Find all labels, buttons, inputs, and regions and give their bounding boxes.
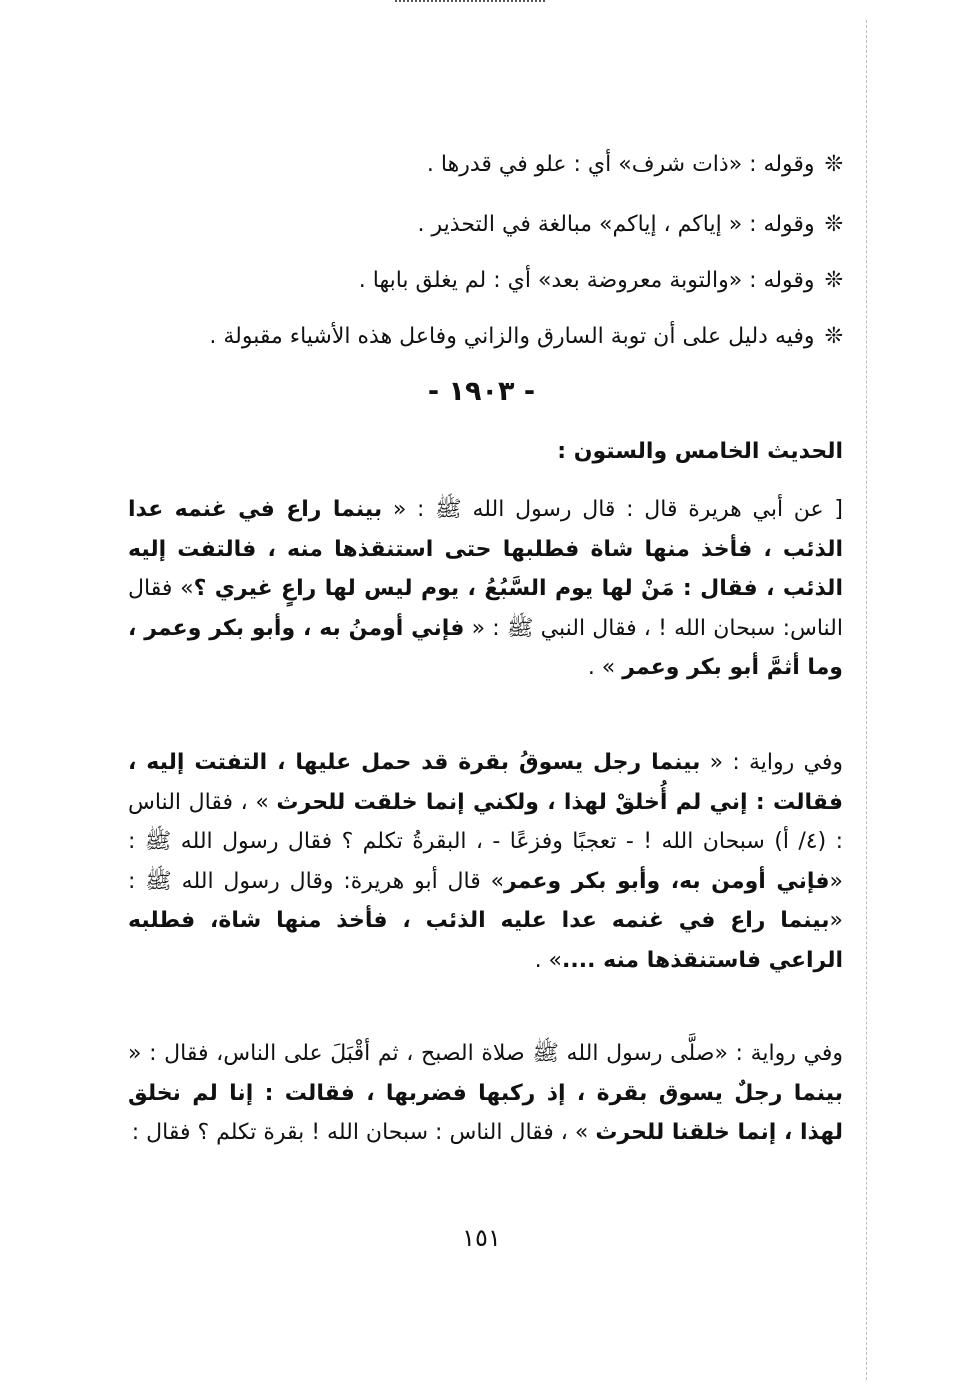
- bold-text-run: بينما راع في غنمه عدا عليه الذئب ، فأخذ منها شاة، فطلبه الراعي فاستنقذها منه ....: [128, 908, 843, 973]
- star-bullet-icon: ❊: [824, 268, 843, 293]
- narration-paragraph: [128, 1034, 843, 1153]
- text-run: » قال أبو هريرة: وقال رسول الله ﷺ : «: [128, 868, 843, 933]
- text-run: » .: [587, 655, 623, 680]
- text-run: » فقال الناس: سبحان الله ! ، فقال النبي ﷺ : «: [128, 576, 843, 641]
- bold-text-run: بينما راع في غنمه عدا الذئب ، فأخذ منها شاة فطلبها حتى استنقذها منه ، فالتفت إليه الذئب ، فقال : مَنْ لها يوم السَّبُعُ ، يوم ليس لها راعٍ غيري ؟: [128, 497, 843, 601]
- note-item: [427, 150, 843, 180]
- hadith-paragraph: [128, 490, 843, 688]
- star-bullet-icon: ❊: [824, 212, 843, 237]
- star-bullet-icon: ❊: [824, 324, 843, 349]
- bold-text-run: فإني أومن به، وأبو بكر وعمر: [504, 868, 830, 894]
- narration-paragraph: [128, 743, 843, 980]
- note-text: وقوله : «والتوبة معروضة بعد» أي : لم يغلق بابها .: [358, 268, 815, 293]
- text-run: وفي رواية : «: [700, 750, 843, 775]
- bold-text-run: بينما رجلٌ يسوق بقرة ، إذ ركبها فضربها ، فقالت : إنا لم نخلق لهذا ، إنما خلقنا للحرث: [128, 1080, 843, 1145]
- text-run: » ، فقال الناس : (٤/ أ) سبحان الله ! - تعجبًا وفزعًا - ، البقرةُ تكلم ؟ فقال رسول الله ﷺ : «: [128, 789, 843, 894]
- hadith-number: - ١٩٠٣ -: [427, 376, 536, 407]
- note-item: [418, 210, 843, 240]
- bold-text-run: فإني أومنُ به ، وأبو بكر وعمر ، وما أثمَّ أبو بكر وعمر: [128, 615, 843, 680]
- note-item: [359, 266, 843, 296]
- note-item: [209, 322, 843, 352]
- note-text: وقوله : «ذات شرف» أي : علو في قدرها .: [426, 152, 815, 177]
- hadith-heading: الحديث الخامس والستون :: [557, 439, 843, 464]
- text-run: [ عن أبي هريرة قال : قال رسول الله ﷺ : «: [382, 497, 843, 522]
- margin-rule: [866, 20, 867, 1380]
- text-run: » .: [534, 947, 563, 973]
- star-bullet-icon: ❊: [824, 152, 843, 177]
- note-text: وفيه دليل على أن توبة السارق والزاني وفاعل هذه الأشياء مقبولة .: [209, 324, 815, 349]
- text-run: » ، فقال الناس : سبحان الله ! بقرة تكلم ؟ فقال :: [131, 1120, 596, 1145]
- top-edge-marks: [395, 0, 545, 8]
- note-text: وقوله : « إياكم ، إياكم» مبالغة في التحذير .: [417, 212, 815, 237]
- text-run: وفي رواية : «صلَّى رسول الله ﷺ صلاة الصبح ، ثم أقْبَلَ على الناس، فقال : «: [128, 1041, 843, 1066]
- bold-text-run: بينما رجل يسوقُ بقرة قد حمل عليها ، التفتت إليه ، فقالت : إني لم أُخلقْ لهذا ، ولكني إنما خلقت للحرث: [128, 750, 843, 815]
- page-number: ١٥١: [462, 1224, 501, 1252]
